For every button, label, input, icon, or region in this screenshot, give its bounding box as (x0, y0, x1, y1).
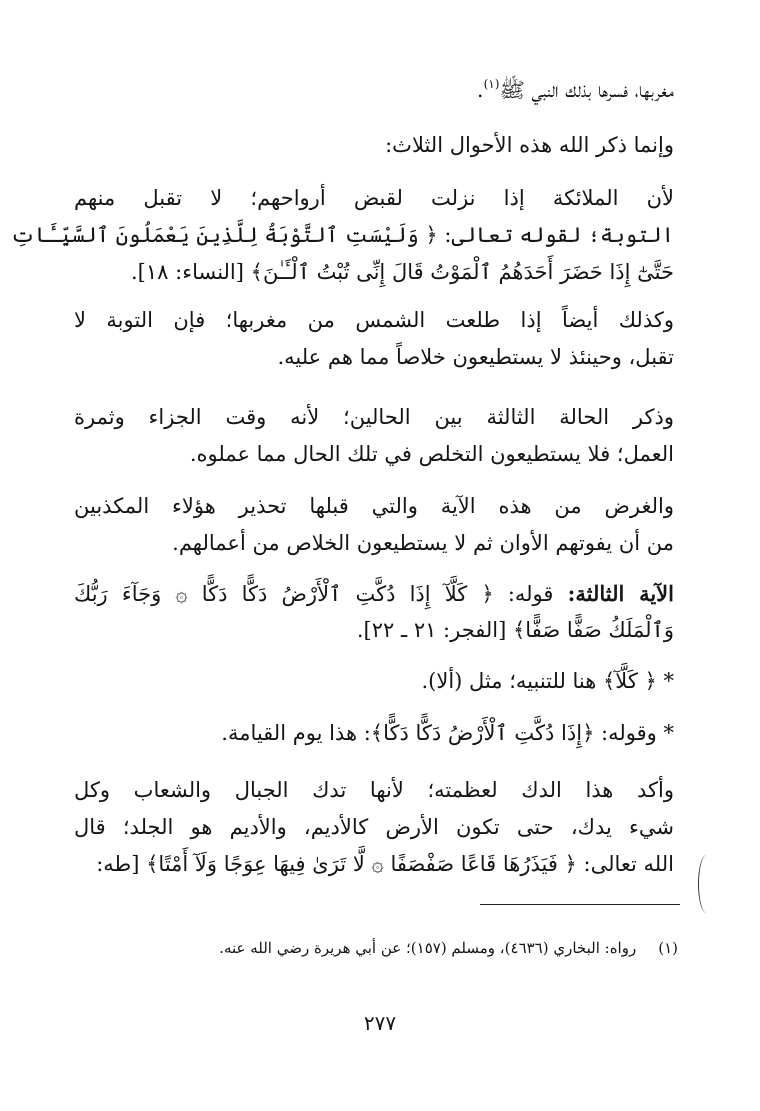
bullet-line: * وقوله: ﴿إِذَا دُكَّتِ ٱلْأَرْضُ دَكًّا دَكًّا﴾: هذا يوم القيامة. (221, 721, 674, 745)
quran-verse-line: حَتَّىٰٓ إِذَا حَضَرَ أَحَدَهُمُ ٱلْمَوْتُ قَالَ إِنِّى تُبْتُ ٱلْـَٔـٰنَ﴾ [النساء: ١٨]. (131, 260, 674, 284)
footnote-number: (١) (658, 939, 678, 957)
page-number: ٢٧٧ (363, 1011, 397, 1035)
paragraph-4 (74, 302, 674, 376)
paragraph-9 (74, 715, 674, 752)
text-line: وذكر الحالة الثالثة بين الحالين؛ لأنه وقت الجزاء وثمرة (74, 405, 674, 429)
paragraph-8 (74, 663, 674, 700)
text-line: مغربها، فسرها بذلك النبي ﷺ$^{(١)}$. (476, 77, 674, 102)
footnote-text: رواه: البخاري (٤٦٣٦)، ومسلم (١٥٧)؛ عن أبي هريرة رضي الله عنه. (219, 939, 637, 957)
footnote-separator (480, 904, 680, 905)
footnote (78, 936, 678, 960)
text-line: من أن يفوتهم الأوان ثم لا يستطيعون الخلاص من أعمالهم. (172, 531, 674, 555)
text-line: وأكد هذا الدك لعظمته؛ لأنها تدك الجبال والشعاب وكل (74, 778, 674, 802)
text-line: وكذلك أيضاً إذا طلعت الشمس من مغربها؛ فإن التوبة لا (74, 308, 674, 332)
quran-verse-line: وَٱلْمَلَكُ صَفًّا صَفًّا﴾ [الفجر: ٢١ ـ ٢٢]. (356, 618, 674, 642)
paragraph-6 (74, 488, 674, 562)
text-line: لأن الملائكة إذا نزلت لقبض أرواحهم؛ لا تقبل منهم (74, 186, 674, 210)
quran-verse-line: الله تعالى: ﴿ فَيَذَرُهَا قَاعًا صَفْصَفًا ۞ لَّا تَرَىٰ فِيهَا عِوَجًا وَلَآ أَمْتًا﴾ [طه: (96, 852, 674, 876)
quran-verse-line: التوبة؛ لقوله تعالى: ﴿ وَلَيْسَتِ ٱلتَّوْبَةُ لِلَّذِينَ يَعْمَلُونَ ٱلسَّيِّـَٔاتِ (10, 223, 674, 247)
paragraph-2 (74, 127, 674, 164)
paragraph-3 (10, 180, 674, 291)
footnote-reference: (١) (483, 77, 500, 91)
text-line: والغرض من هذه الآية والتي قبلها تحذير هؤلاء المكذبين (74, 494, 674, 518)
text-line: تقبل، وحينئذ لا يستطيعون خلاصاً مما هم عليه. (277, 345, 674, 369)
section-heading: الآية الثالثة: (567, 581, 674, 606)
bullet-line: * ﴿ كَلَّآ﴾ هنا للتنبيه؛ مثل (ألا). (421, 669, 674, 693)
paragraph-7 (74, 575, 674, 649)
bracket-mark (698, 855, 715, 913)
paragraph-5 (74, 399, 674, 473)
paragraph-1 (74, 72, 674, 109)
text-line: شيء يدك، حتى تكون الأرض كالأديم، والأديم هو الجلد؛ قال (74, 815, 674, 839)
text-line: العمل؛ فلا يستطيعون التخلص في تلك الحال مما عملوه. (189, 442, 674, 466)
paragraph-10 (74, 772, 674, 883)
text-line: الآية الثالثة: قوله: ﴿ كَلَّآ إِذَا دُكَّتِ ٱلْأَرْضُ دَكًّا دَكًّا ۞ وَجَآءَ رَبُّكَ (74, 581, 674, 606)
text-line: وإنما ذكر الله هذه الأحوال الثلاث: (385, 133, 674, 157)
